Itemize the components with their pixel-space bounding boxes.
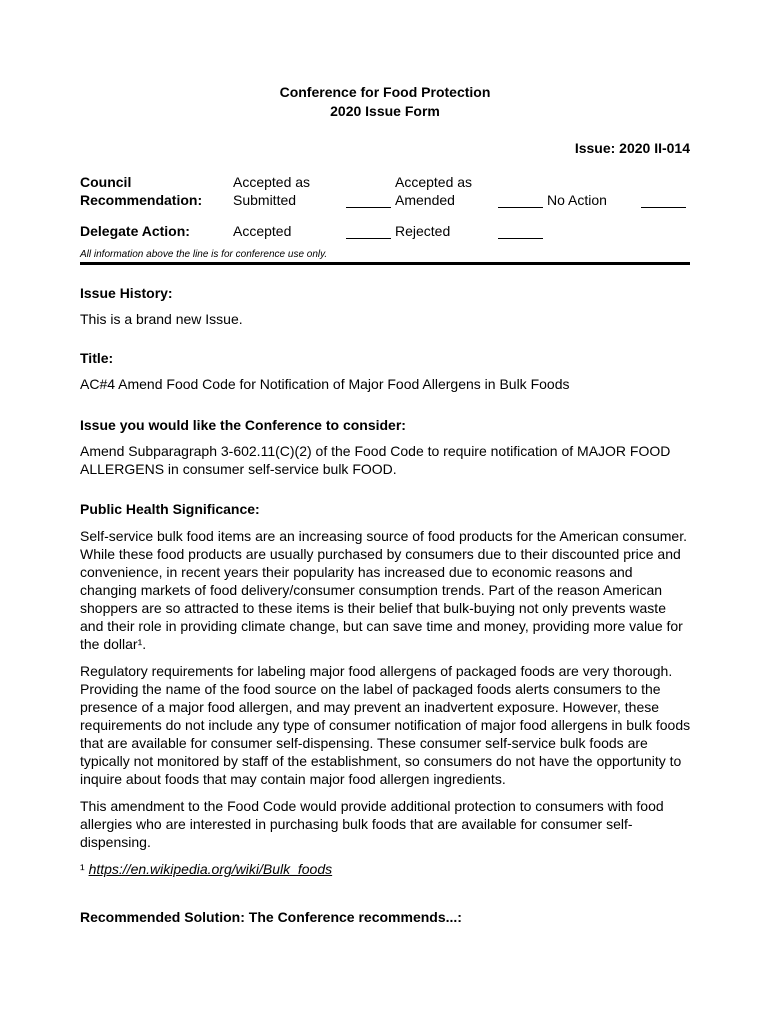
title-heading: Title:: [80, 350, 114, 366]
council-amended-blank[interactable]: [498, 207, 543, 208]
conference-use-note: All information above the line is for conference use only.: [80, 249, 328, 260]
footnote-link[interactable]: https://en.wikipedia.org/wiki/Bulk_foods: [88, 861, 333, 877]
significance-paragraph-3: This amendment to the Food Code would provide additional protection to consumers with food allergies who are interested in purchasing bulk foods that are available for consumer self-dispensing.: [80, 798, 664, 850]
significance-heading: Public Health Significance:: [80, 501, 260, 517]
significance-paragraph-2: Regulatory requirements for labeling major food allergens of packaged foods are very thorough. Providing the name of the food source on the label of packaged foods alerts consumers to the presence of a major food allergen, and may prevent an inadvertent exposure. However, these requirements do not include any type of consumer notification of major food allergens in bulk foods that are available for consumer self-dispensing. These consumer self-service bulk foods are typically not monitored by staff of the establishment, so consumers do not have the opportunity to inquire about foods that may contain major food allergen ingredients.: [80, 663, 691, 787]
council-opt-submitted-line2: Submitted: [233, 192, 297, 208]
form-title: Conference for Food Protection: [279, 84, 491, 100]
form-subtitle: 2020 Issue Form: [330, 103, 440, 119]
issue-history-heading: Issue History:: [80, 285, 173, 301]
solution-heading: Recommended Solution: The Conference recommends...:: [80, 909, 462, 925]
council-opt-amended-line2: Amended: [395, 192, 455, 208]
council-submitted-blank[interactable]: [346, 207, 391, 208]
issue-history-text: This is a brand new Issue.: [80, 311, 243, 327]
delegate-rejected-blank[interactable]: [498, 238, 543, 239]
delegate-opt-rejected: Rejected: [395, 223, 451, 239]
footnote-mark: ¹: [80, 861, 85, 877]
significance-paragraph-1: Self-service bulk food items are an increasing source of food products for the American consumer. While these food products are usually purchased by consumers due to their discounted price and convenience, in recent years their popularity has increased due to economic reasons and changing markets of food delivery/consumer consumption trends. Part of the reason American shoppers are so attracted to these items is their belief that bulk-buying not only prevents waste and their role in providing climate change, but can save time and money, providing more value for the dollar¹.: [80, 528, 687, 652]
significance-body: [80, 527, 692, 887]
delegate-accepted-blank[interactable]: [346, 238, 391, 239]
council-label-line1: Council: [80, 174, 132, 190]
council-opt-amended-line1: Accepted as: [395, 174, 473, 190]
council-no-action-blank[interactable]: [641, 207, 686, 208]
council-label-line2: Recommendation:: [80, 192, 203, 208]
issue-number: Issue: 2020 II-014: [574, 140, 690, 156]
divider-rule: [80, 262, 690, 265]
council-opt-submitted-line1: Accepted as: [233, 174, 311, 190]
delegate-opt-accepted: Accepted: [233, 223, 292, 239]
delegate-label: Delegate Action:: [80, 223, 190, 239]
title-text: AC#4 Amend Food Code for Notification of Major Food Allergens in Bulk Foods: [80, 376, 570, 392]
consider-text: Amend Subparagraph 3-602.11(C)(2) of the Food Code to require notification of MAJOR FOOD ALLERGENS in consumer self-service bulk FOOD.: [80, 443, 671, 477]
consider-heading: Issue you would like the Conference to consider:: [80, 417, 406, 433]
footnote: [80, 860, 692, 878]
council-opt-no-action: No Action: [547, 192, 607, 208]
